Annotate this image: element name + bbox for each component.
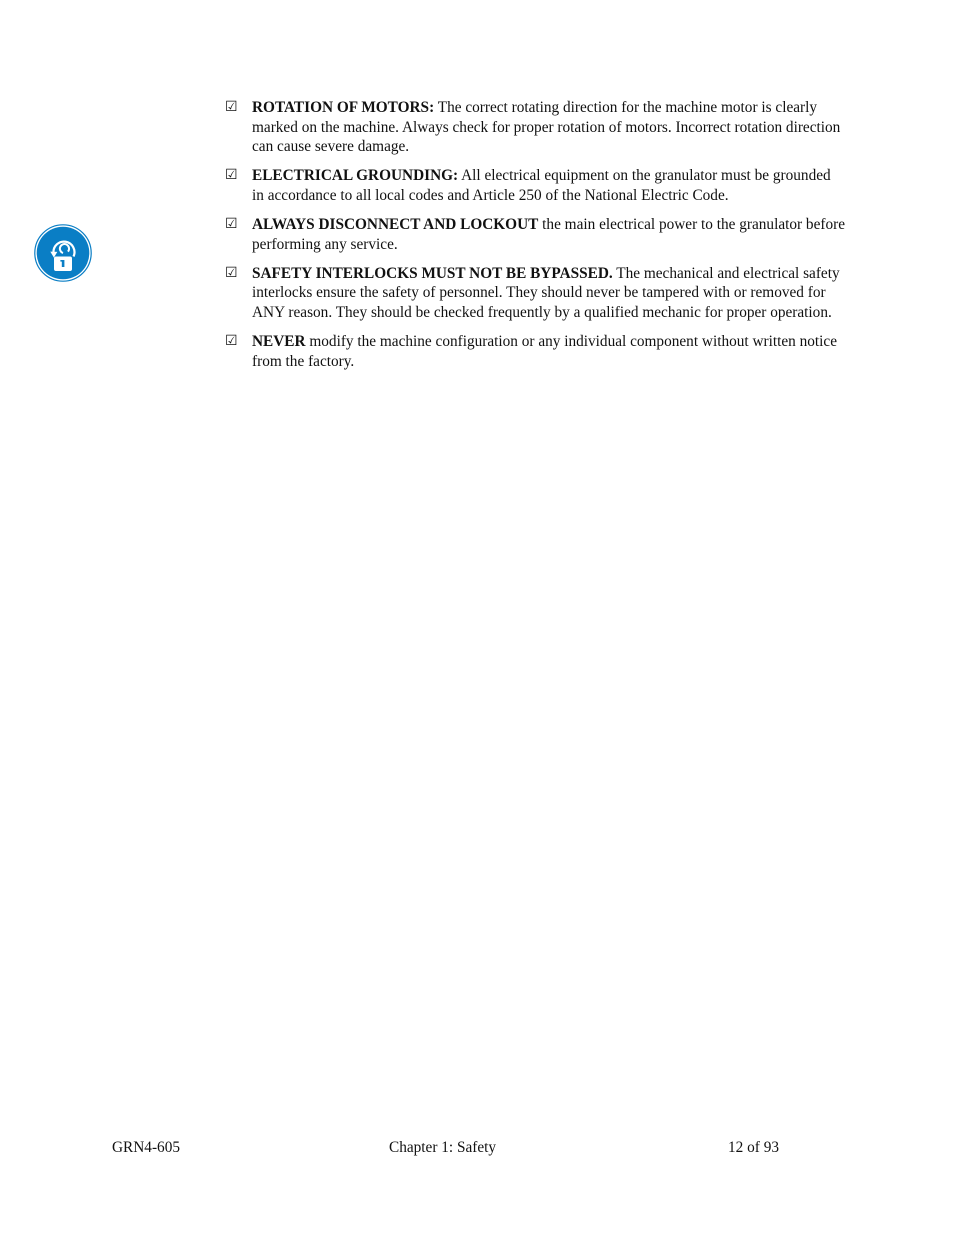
item-text bbox=[252, 166, 845, 205]
checklist-item-rotation-of-motors bbox=[225, 98, 845, 157]
item-text bbox=[252, 215, 845, 254]
item-body: the main electrical power to the granulator before performing any service. bbox=[252, 215, 845, 253]
item-lead: ALWAYS DISCONNECT AND LOCKOUT bbox=[252, 215, 539, 233]
safety-checklist bbox=[225, 98, 845, 381]
item-lead: SAFETY INTERLOCKS MUST NOT BE BYPASSED. bbox=[252, 264, 613, 282]
item-lead: ROTATION OF MOTORS: bbox=[252, 99, 435, 116]
item-lead: NEVER bbox=[252, 332, 306, 350]
item-text bbox=[252, 332, 845, 371]
checklist-item-safety-interlocks bbox=[225, 264, 845, 323]
item-body: modify the machine configuration or any individual component without written notice from the factory. bbox=[252, 332, 837, 370]
item-text bbox=[252, 264, 845, 323]
item-lead: ELECTRICAL GROUNDING: bbox=[252, 167, 459, 185]
checklist-item-disconnect-and-lockout bbox=[225, 215, 845, 254]
footer-chapter: Chapter 1: Safety bbox=[389, 1139, 497, 1156]
footer-page-number: 12 of 93 bbox=[728, 1139, 779, 1156]
lockout-padlock-icon bbox=[34, 224, 92, 282]
checklist-item-electrical-grounding bbox=[225, 166, 845, 205]
checkbox-checked-icon: ☑ bbox=[225, 215, 238, 232]
page-footer bbox=[0, 1138, 954, 1160]
item-body: All electrical equipment on the granulator must be grounded in accordance to all local codes and Article 250 of the National Electric Code. bbox=[252, 167, 831, 204]
checkbox-checked-icon: ☑ bbox=[225, 264, 238, 281]
checkbox-checked-icon: ☑ bbox=[225, 167, 238, 184]
checkbox-checked-icon: ☑ bbox=[225, 332, 238, 349]
item-body: The correct rotating direction for the machine motor is clearly marked on the machine. Always check for proper rotation of motors. Incorrect rotation direction can cause severe damage. bbox=[252, 99, 841, 156]
item-body: The mechanical and electrical safety interlocks ensure the safety of personnel. They should never be tampered with or removed for ANY reason. They should be checked frequently by a qualified mechanic for proper operation. bbox=[252, 264, 840, 321]
footer-doc-id: GRN4-605 bbox=[112, 1139, 180, 1156]
checkbox-checked-icon: ☑ bbox=[225, 99, 238, 115]
item-text bbox=[252, 98, 845, 157]
checklist-item-never-modify bbox=[225, 332, 845, 371]
